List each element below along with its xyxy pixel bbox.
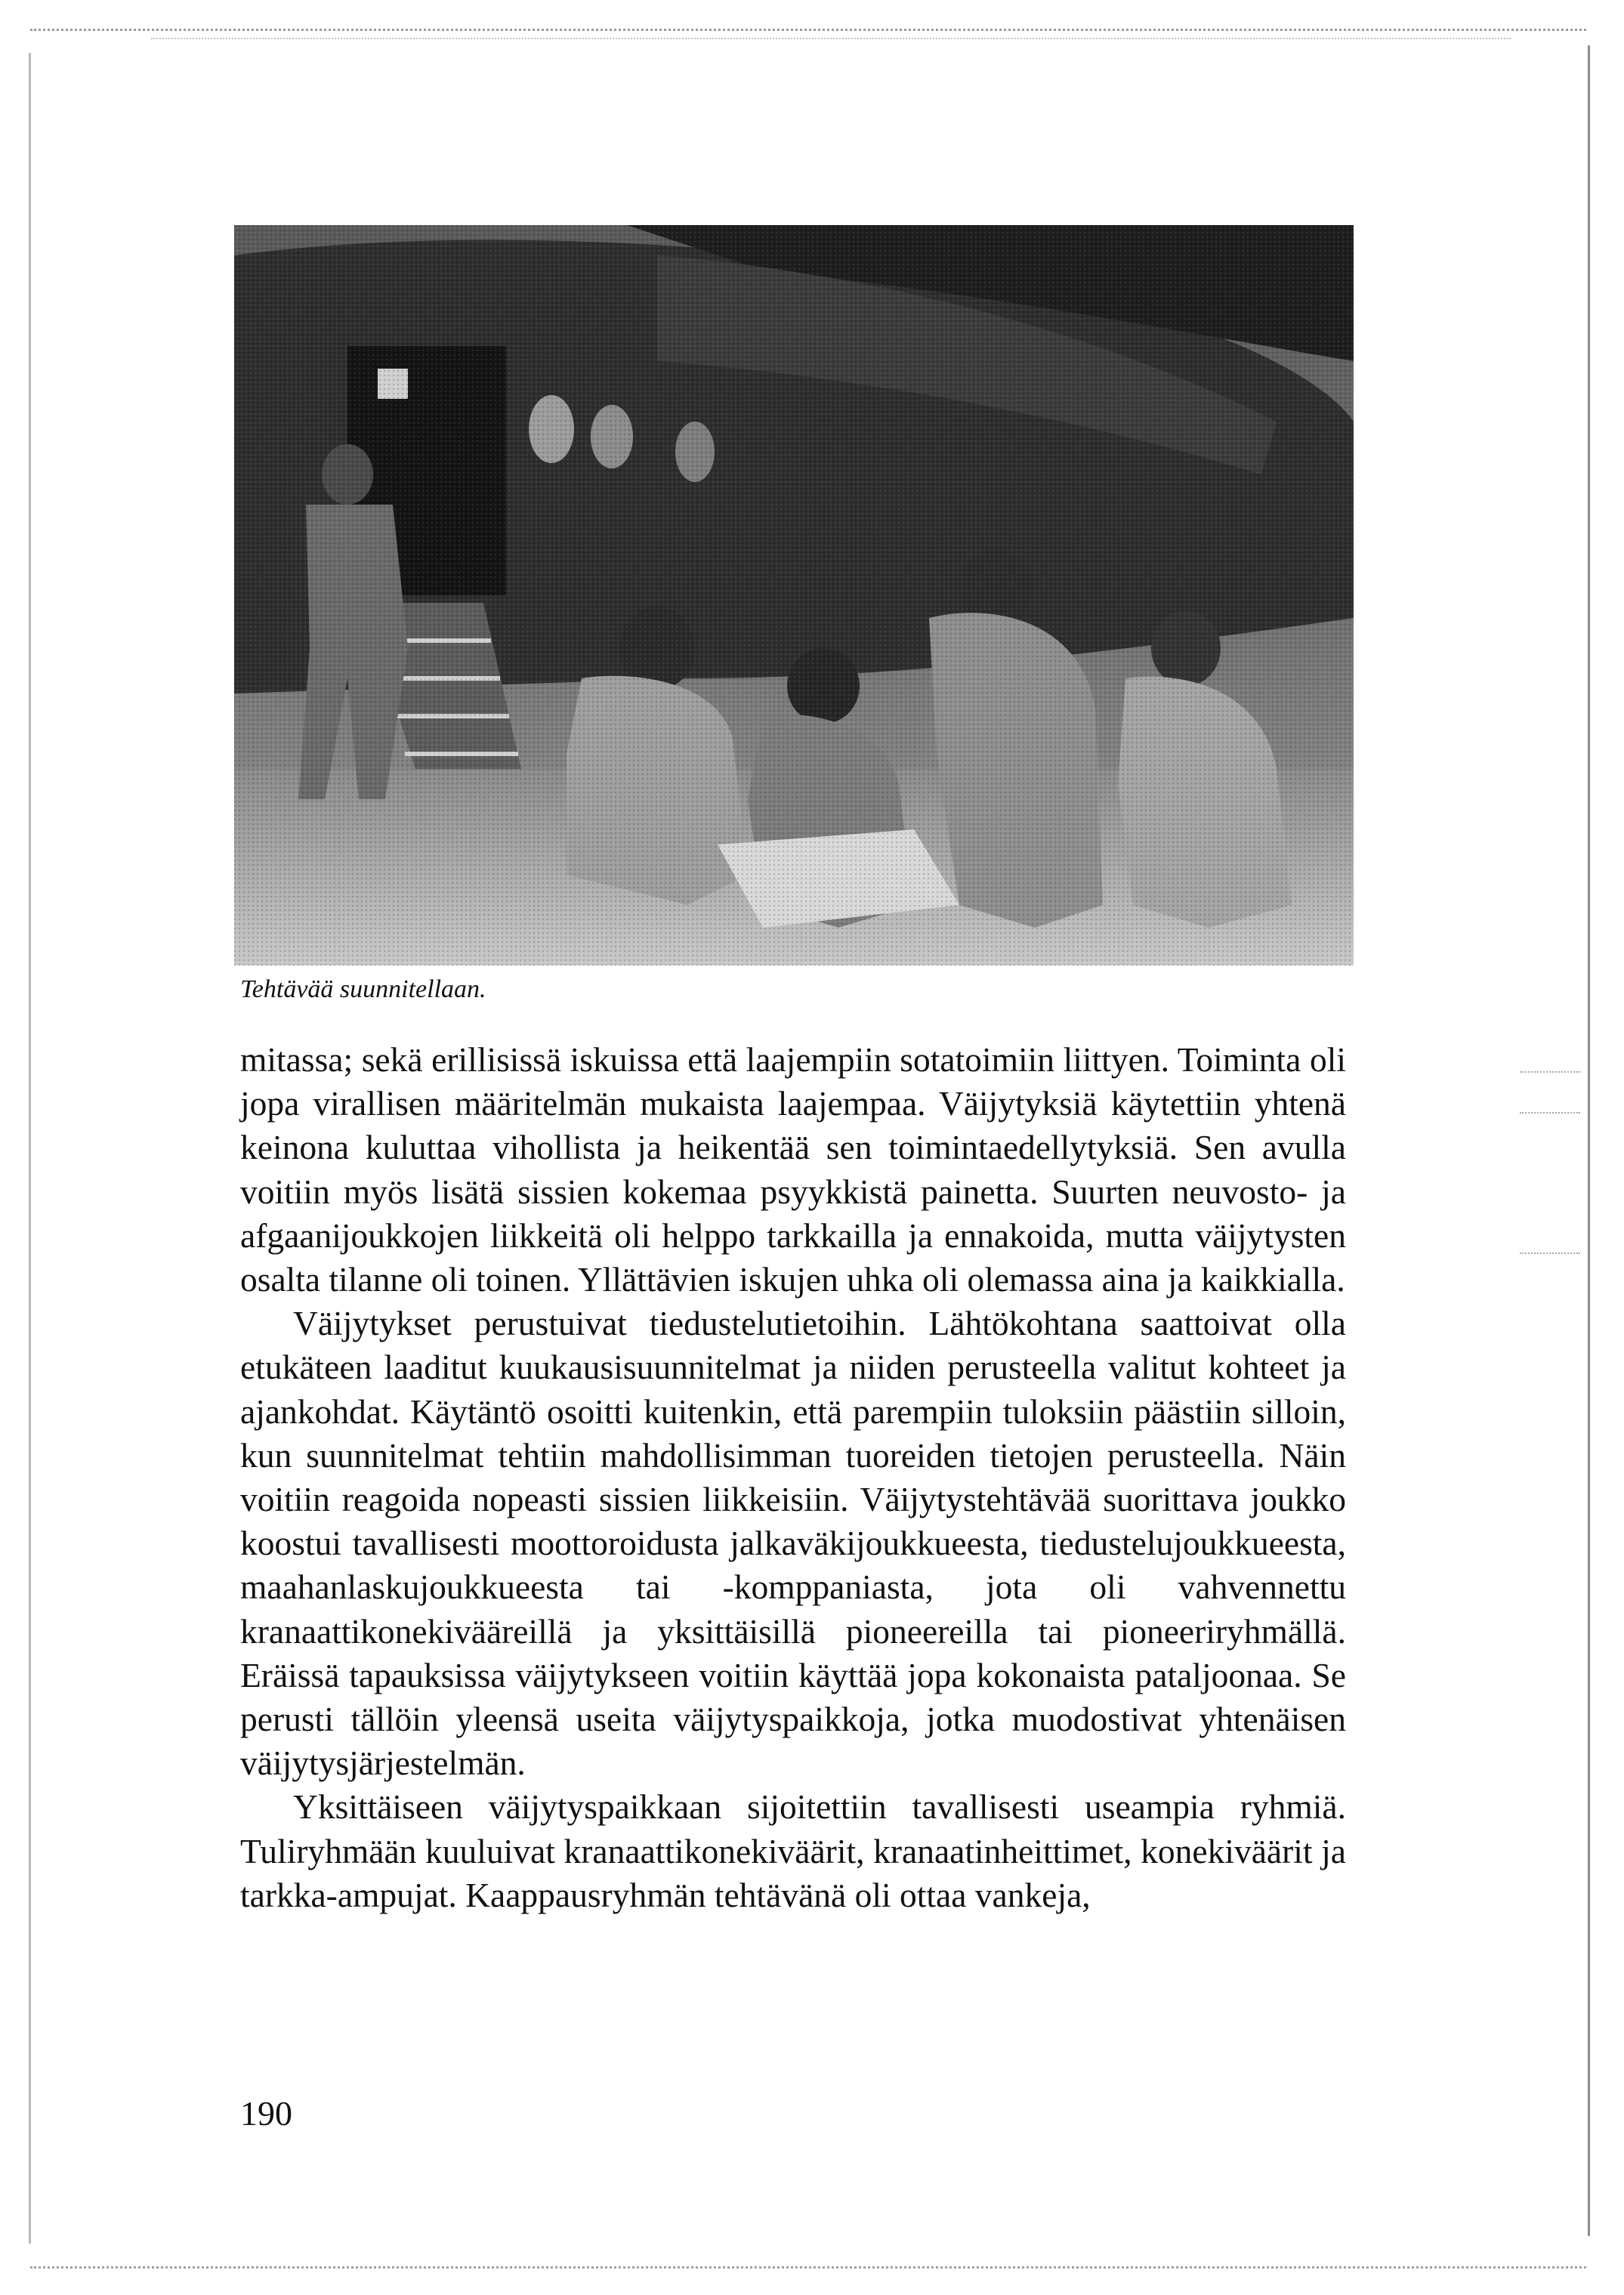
photo-caption: Tehtävää suunnitellaan. [240,975,486,1003]
scan-edge-bottom [30,2266,1586,2269]
paragraph-2: Väijytykset perustuivat tiedustelutietoihin. Lähtökohtana saattoivat olla etukäteen laaditut kuukausisuunnitelmat ja niiden perusteella valitut kohteet ja ajankohdat. Käytäntö osoitti kuitenkin, että parempiin tuloksiin päästiin silloin, kun suunnitelmat tehtiin mahdollisimman tuoreiden tietojen perusteella. Näin voitiin reagoida nopeasti sissien liikkeisiin. Väijytystehtävää suorittava joukko koostui tavallisesti moottoroidusta jalkaväkijoukkueesta, tiedustelujoukkueesta, maahanlaskujoukkueesta tai -komppaniasta, jota oli vahvennettu kranaattikonekivääreillä ja yksittäisillä pioneereilla tai pioneeriryhmällä. Eräissä tapauksissa väijytykseen voitiin käyttää jopa kokonaista pataljoonaa. Se perusti tällöin yleensä useita väijytyspaikkoja, jotka muodostivat yhtenäisen väijytysjärjestelmän. [240,1304,1346,1783]
paragraph-1: mitassa; sekä erillisissä iskuissa että laajempiin sotatoimiin liittyen. Toiminta oli jopa virallisen määritelmän mukaista laajempaa. Väijytyksiä käytettiin yhtenä keinona kuluttaa vihollista ja heikentää sen toimintaedellytyksiä. Sen avulla voitiin myös lisätä sissien kokemaa psyykkistä painetta. Suurten neuvosto- ja afgaanijoukkojen liikkeitä oli helppo tarkkailla ja ennakoida, mutta väijytysten osalta tilanne oli toinen. Yllättävien iskujen uhka oli olemassa aina ja kaikkialla. [240,1040,1346,1299]
scan-mark [1520,1071,1580,1073]
photo-image [234,225,1354,965]
scan-edge-left [29,53,31,2244]
scan-edge-top-inner [151,38,1511,39]
page-number: 190 [240,2094,292,2133]
scan-edge-top [30,29,1586,31]
paragraph-3: Yksittäiseen väijytyspaikkaan sijoitettiin tavallisesti useampia ryhmiä. Tuliryhmään kuuluivat kranaattikonekiväärit, kranaatinheittimet, konekiväärit ja tarkka-ampujat. Kaappausryhmän tehtävänä oli ottaa vankeja, [240,1787,1346,1914]
body-text [240,1038,1346,1917]
scan-mark [1520,1253,1580,1254]
scan-edge-right [1588,45,1590,2236]
scan-mark [1520,1112,1580,1114]
photograph [234,225,1354,965]
